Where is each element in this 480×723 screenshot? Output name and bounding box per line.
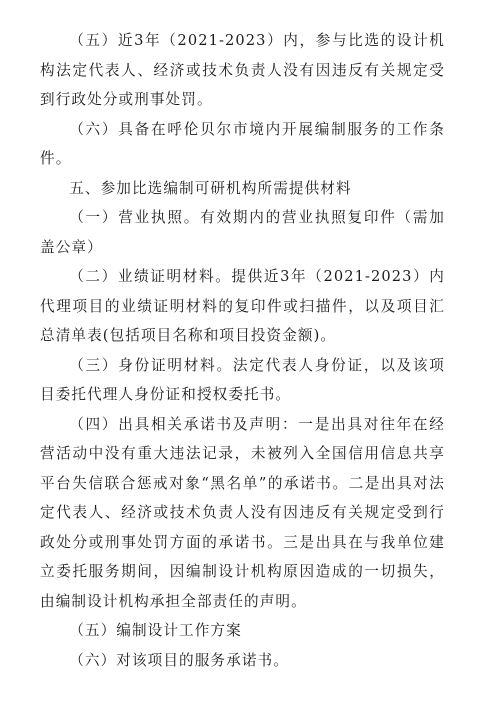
paragraph-business-license: （一）营业执照。有效期内的营业执照复印件（需加盖公章） bbox=[40, 209, 445, 256]
paragraph-work-plan: （五）编制设计工作方案 bbox=[69, 622, 242, 639]
paragraph-identity-proof: （三）身份证明材料。法定代表人身份证，以及该项目委托代理人身份证和授权委托书。 bbox=[40, 356, 445, 403]
paragraph-qualification-no-penalty: （五）近3年（2021-2023）内，参与比选的设计机构法定代表人、经济或技术负责人没有因违反有关规定受到行政处分或刑事处罚。 bbox=[40, 32, 445, 108]
paragraph-qualification-work-conditions: （六）具备在呼伦贝尔市境内开展编制服务的工作条件。 bbox=[40, 120, 445, 167]
section-heading-required-materials: 五、参加比选编制可研机构所需提供材料 bbox=[69, 179, 352, 197]
paragraph-commitment-letters: （四）出具相关承诺书及声明：一是出具对往年在经营活动中没有重大违法记录，未被列入全国信用信息共享平台失信联合惩戒对象“黑名单”的承诺书。二是出具对法定代表人、经济或技术负责人没有因违反有关规定受到行政处分或刑事处罚方面的承诺书。三是出具在与我单位建立委托服务期间，因编制设计机构原因造成的一切损失，由编制设计机构承担全部责任的声明。 bbox=[40, 415, 445, 610]
document-page bbox=[40, 26, 445, 675]
paragraph-performance-proof: （二）业绩证明材料。提供近3年（2021-2023）内代理项目的业绩证明材料的复印件或扫描件，以及项目汇总清单表(包括项目名称和项目投资金额)。 bbox=[40, 268, 445, 344]
paragraph-service-commitment: （六）对该项目的服务承诺书。 bbox=[69, 651, 289, 669]
